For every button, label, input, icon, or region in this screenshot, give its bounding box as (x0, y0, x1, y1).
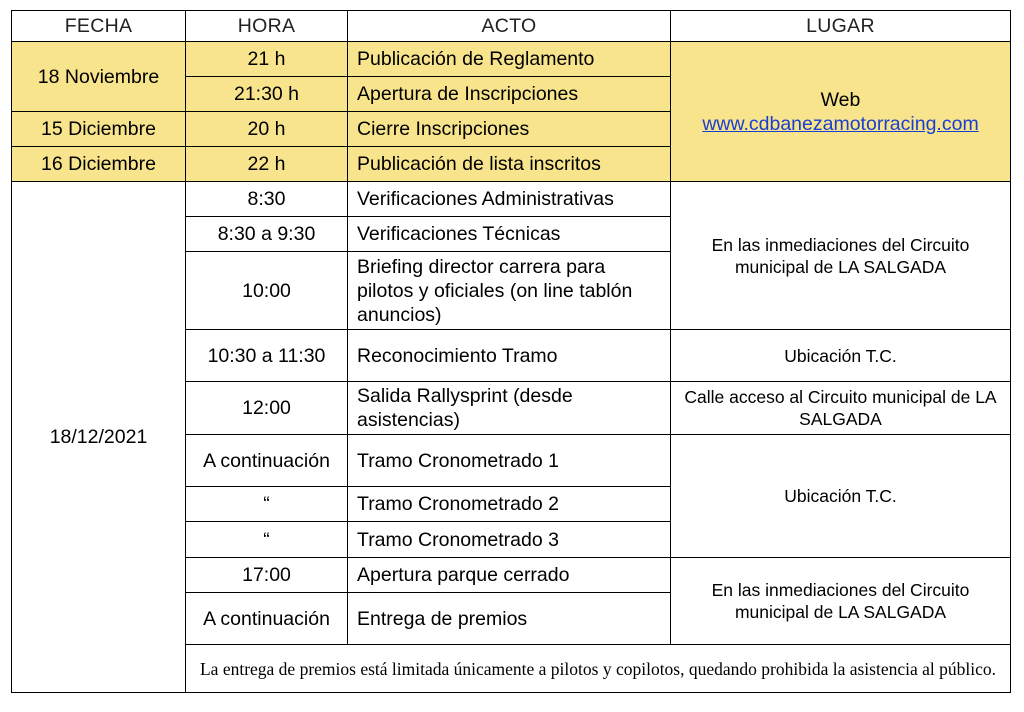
header-lugar: LUGAR (671, 11, 1011, 42)
web-link[interactable]: www.cdbanezamotorracing.com (702, 112, 979, 135)
hora-cell: 20 h (186, 112, 348, 147)
header-row (12, 11, 1011, 42)
acto-cell: Entrega de premios (348, 593, 671, 645)
acto-cell: Tramo Cronometrado 3 (348, 522, 671, 558)
hora-cell: 12:00 (186, 382, 348, 435)
hora-cell: 10:30 a 11:30 (186, 330, 348, 382)
lugar-ubicacion-cell: Ubicación T.C. (671, 435, 1011, 558)
hora-cell: 21 h (186, 42, 348, 77)
fecha-cell: 18 Noviembre (12, 42, 186, 112)
acto-cell: Reconocimiento Tramo (348, 330, 671, 382)
fecha-cell: 18/12/2021 (12, 182, 186, 693)
acto-cell: Salida Rallysprint (desde asistencias) (348, 382, 671, 435)
hora-cell: 10:00 (186, 252, 348, 330)
acto-cell: Publicación de Reglamento (348, 42, 671, 77)
table-row (12, 182, 1011, 217)
lugar-circuito-cell: En las inmediaciones del Circuito municipal de LA SALGADA (671, 182, 1011, 330)
header-fecha: FECHA (12, 11, 186, 42)
hora-cell: A continuación (186, 593, 348, 645)
acto-cell: Briefing director carrera para pilotos y oficiales (on line tablón anuncios) (348, 252, 671, 330)
schedule-table (11, 10, 1011, 693)
hora-cell: “ (186, 522, 348, 558)
acto-cell: Apertura parque cerrado (348, 558, 671, 593)
note-text: La entrega de premios está limitada únicamente a pilotos y copilotos, quedando prohibida la asistencia al público. (186, 645, 1011, 693)
lugar-web-cell (671, 42, 1011, 182)
acto-cell: Cierre Inscripciones (348, 112, 671, 147)
header-hora: HORA (186, 11, 348, 42)
acto-cell: Tramo Cronometrado 2 (348, 487, 671, 522)
hora-cell: 8:30 a 9:30 (186, 217, 348, 252)
acto-cell: Publicación de lista inscritos (348, 147, 671, 182)
acto-cell: Verificaciones Administrativas (348, 182, 671, 217)
hora-cell: 22 h (186, 147, 348, 182)
header-acto: ACTO (348, 11, 671, 42)
hora-cell: 8:30 (186, 182, 348, 217)
acto-cell: Verificaciones Técnicas (348, 217, 671, 252)
acto-cell: Apertura de Inscripciones (348, 77, 671, 112)
fecha-cell: 15 Diciembre (12, 112, 186, 147)
hora-cell: 17:00 (186, 558, 348, 593)
lugar-calle-cell: Calle acceso al Circuito municipal de LA SALGADA (671, 382, 1011, 435)
fecha-cell: 16 Diciembre (12, 147, 186, 182)
lugar-ubicacion-cell: Ubicación T.C. (671, 330, 1011, 382)
lugar-circuito-cell: En las inmediaciones del Circuito municipal de LA SALGADA (671, 558, 1011, 645)
hora-cell: A continuación (186, 435, 348, 487)
acto-cell: Tramo Cronometrado 1 (348, 435, 671, 487)
table-row (12, 42, 1011, 77)
web-label: Web (820, 88, 861, 111)
hora-cell: 21:30 h (186, 77, 348, 112)
hora-cell: “ (186, 487, 348, 522)
